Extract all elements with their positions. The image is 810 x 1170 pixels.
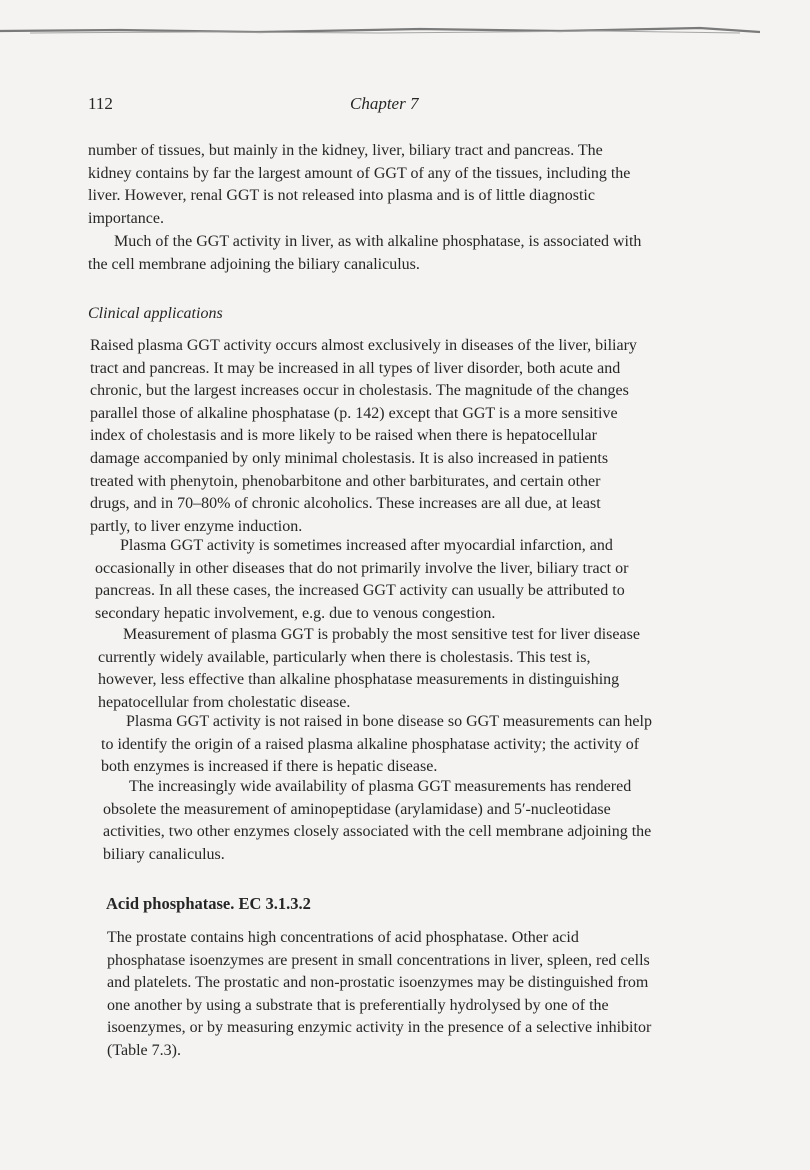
text-line: treated with phenytoin, phenobarbitone and other barbiturates, and certain other bbox=[90, 472, 601, 490]
text-line: and platelets. The prostatic and non-prostatic isoenzymes may be distinguished from bbox=[107, 974, 649, 992]
text-line: number of tissues, but mainly in the kidney, liver, biliary tract and pancreas. The bbox=[88, 142, 603, 159]
text-line: however, less effective than alkaline phosphatase measurements in distinguishing bbox=[98, 671, 620, 689]
text-line: liver. However, renal GGT is not released into plasma and is of little diagnostic bbox=[88, 187, 595, 205]
section-heading-acid-phosphatase: Acid phosphatase. EC 3.1.3.2 bbox=[106, 894, 311, 913]
text-line: occasionally in other diseases that do not primarily involve the liver, biliary tract or bbox=[95, 559, 629, 577]
text-line: index of cholestasis and is more likely to be raised when there is hepatocellular bbox=[90, 427, 597, 445]
body-paragraph bbox=[90, 335, 708, 538]
body-paragraph bbox=[95, 535, 711, 625]
text-line: importance. bbox=[88, 209, 164, 227]
text-line: to identify the origin of a raised plasma alkaline phosphatase activity; the activity of bbox=[101, 735, 640, 753]
text-line: The increasingly wide availability of plasma GGT measurements has rendered bbox=[129, 778, 632, 795]
scan-edge-line bbox=[0, 24, 760, 36]
text-line: hepatocellular from cholestatic disease. bbox=[98, 693, 351, 711]
text-line: currently widely available, particularly when there is cholestasis. This test is, bbox=[98, 648, 591, 666]
text-line: partly, to liver enzyme induction. bbox=[90, 517, 303, 535]
text-line: Plasma GGT activity is not raised in bone disease so GGT measurements can help bbox=[126, 713, 652, 730]
text-line: pancreas. In all these cases, the increased GGT activity can usually be attributed to bbox=[95, 582, 625, 600]
page-header bbox=[88, 94, 716, 116]
text-line: Plasma GGT activity is sometimes increased after myocardial infarction, and bbox=[120, 537, 613, 554]
text-line: tract and pancreas. It may be increased in all types of liver disorder, both acute and bbox=[90, 359, 621, 377]
text-line: biliary canaliculus. bbox=[103, 845, 225, 863]
text-line: Raised plasma GGT activity occurs almost exclusively in diseases of the liver, biliary bbox=[90, 337, 637, 354]
text-line: activities, two other enzymes closely associated with the cell membrane adjoining the bbox=[103, 823, 652, 841]
text-line: one another by using a substrate that is preferentially hydrolysed by one of the bbox=[107, 996, 609, 1014]
text-line: chronic, but the largest increases occur in cholestasis. The magnitude of the changes bbox=[90, 382, 629, 400]
text-line: obsolete the measurement of aminopeptidase (arylamidase) and 5′-nucleotidase bbox=[103, 800, 611, 818]
body-paragraph bbox=[101, 711, 714, 779]
text-line: Much of the GGT activity in liver, as with alkaline phosphatase, is associated with bbox=[114, 233, 642, 250]
text-line: both enzymes is increased if there is hepatic disease. bbox=[101, 758, 438, 776]
text-line: parallel those of alkaline phosphatase (p. 142) except that GGT is a more sensitive bbox=[90, 404, 618, 422]
body-paragraph bbox=[107, 927, 717, 1063]
body-paragraph bbox=[98, 624, 712, 714]
body-paragraph bbox=[88, 140, 704, 230]
text-line: (Table 7.3). bbox=[107, 1041, 181, 1059]
text-line: drugs, and in 70–80% of chronic alcoholics. These increases are all due, at least bbox=[90, 495, 601, 513]
text-line: kidney contains by far the largest amount of GGT of any of the tissues, including the bbox=[88, 164, 631, 182]
text-line: phosphatase isoenzymes are present in small concentrations in liver, spleen, red cells bbox=[107, 951, 650, 969]
page-number: 112 bbox=[88, 94, 113, 113]
running-head: Chapter 7 bbox=[350, 94, 419, 113]
body-paragraph bbox=[88, 231, 704, 276]
text-line: Measurement of plasma GGT is probably the most sensitive test for liver disease bbox=[123, 626, 640, 643]
text-line: isoenzymes, or by measuring enzymic activity in the presence of a selective inhibitor bbox=[107, 1019, 652, 1037]
text-line: The prostate contains high concentrations of acid phosphatase. Other acid bbox=[107, 929, 579, 946]
text-line: the cell membrane adjoining the biliary canaliculus. bbox=[88, 255, 420, 273]
section-heading-clinical: Clinical applications bbox=[88, 305, 223, 322]
text-line: damage accompanied by only minimal cholestasis. It is also increased in patients bbox=[90, 449, 609, 467]
body-paragraph bbox=[103, 776, 714, 866]
text-line: secondary hepatic involvement, e.g. due to venous congestion. bbox=[95, 604, 496, 622]
